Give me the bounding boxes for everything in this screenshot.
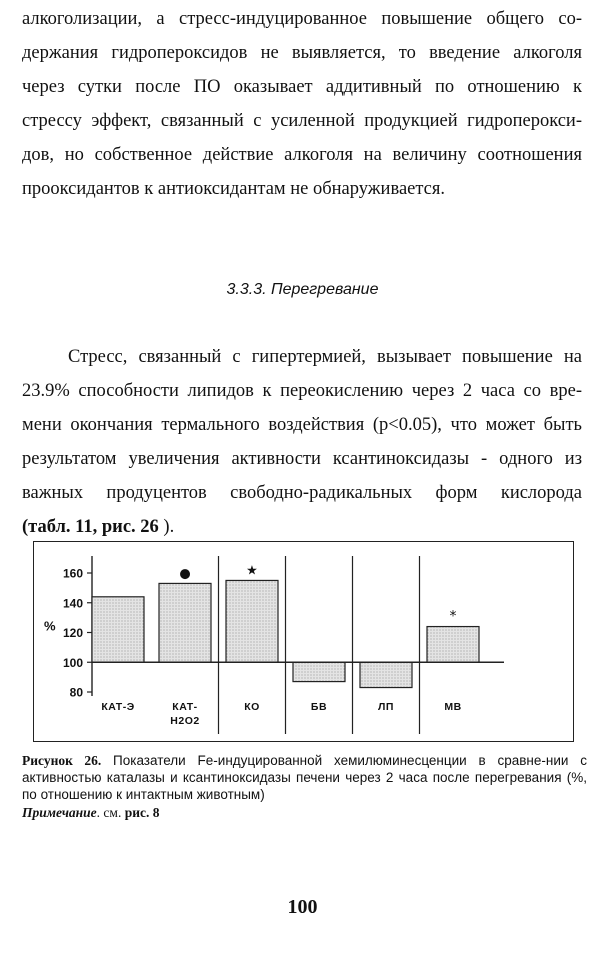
bar <box>360 662 412 687</box>
figure-26-chart <box>33 541 574 742</box>
bar <box>92 597 144 662</box>
text-line: дов, но собственное действие алкоголя на величину соотношения <box>22 145 582 165</box>
category-label: МВ <box>444 701 462 713</box>
text-line <box>22 510 582 544</box>
y-tick-label: 80 <box>69 685 83 700</box>
y-tick-label: 100 <box>62 655 83 670</box>
section-heading: 3.3.3. Перегревание <box>226 281 379 298</box>
text-line: через сутки после ПО оказывает аддитивный по отношению к <box>22 77 582 97</box>
significance-marker: ★ <box>246 563 258 579</box>
category-label: КО <box>244 701 260 713</box>
table-figure-reference: (табл. 11, рис. 26 <box>22 517 159 537</box>
bar <box>427 627 479 663</box>
text-line: алкоголизации, а стресс-индуцированное повышение общего со- <box>22 9 582 29</box>
note-middle: . см. <box>96 805 125 820</box>
reference-tail: ). <box>158 517 175 537</box>
bar-chart-svg <box>34 542 575 743</box>
category-label: БВ <box>310 701 328 713</box>
text-line: стрессу эффект, связанный с усиленной продукцией гидроперокси- <box>22 111 582 131</box>
text-line: 23.9% способности липидов к переокислению через 2 часа со вре- <box>22 381 582 401</box>
text-line: результатом увеличения активности ксантиноксидазы - одного из <box>22 449 582 469</box>
category-label: КАТ-Э <box>101 701 135 713</box>
caption-text: Показатели Fe-индуцированной хемилюминесценции в сравне-нии с активностью каталазы и ксантиноксидазы печени через 2 часа после перегревания (%, по отношению к интактным животным) <box>22 753 587 802</box>
note-reference: рис. 8 <box>124 805 160 820</box>
page-number: 100 <box>287 896 318 918</box>
bar <box>226 580 278 662</box>
category-label: H2O2 <box>170 715 200 727</box>
bar <box>293 662 345 681</box>
text-line: Стресс, связанный с гипертермией, вызывает повышение на <box>68 347 582 367</box>
caption-label: Рисунок 26. <box>22 753 102 768</box>
y-tick-label: 120 <box>62 626 83 640</box>
text-line: держания гидропероксидов не выявляется, то введение алкоголя <box>22 43 582 63</box>
y-axis-label: % <box>44 618 56 634</box>
bar <box>159 583 211 662</box>
text-line: важных продуцентов свободно-радикальных форм кислорода <box>22 483 582 503</box>
text-line: мени окончания термального воздействия (p<0.05), что может быть <box>22 415 582 435</box>
significance-marker: ● <box>179 566 191 582</box>
category-label: ЛП <box>378 701 394 713</box>
y-tick-label: 160 <box>62 566 83 581</box>
paragraph-alcohol <box>22 2 582 206</box>
figure-note <box>22 805 159 821</box>
note-label: Примечание <box>22 805 97 820</box>
category-label: КАТ- <box>172 701 198 713</box>
paragraph-overheating <box>22 340 582 544</box>
significance-marker: * <box>449 608 457 625</box>
text-line: прооксидантов к антиоксидантам не обнаруживается. <box>22 179 446 199</box>
y-tick-label: 140 <box>62 596 83 611</box>
figure-caption <box>22 752 587 803</box>
